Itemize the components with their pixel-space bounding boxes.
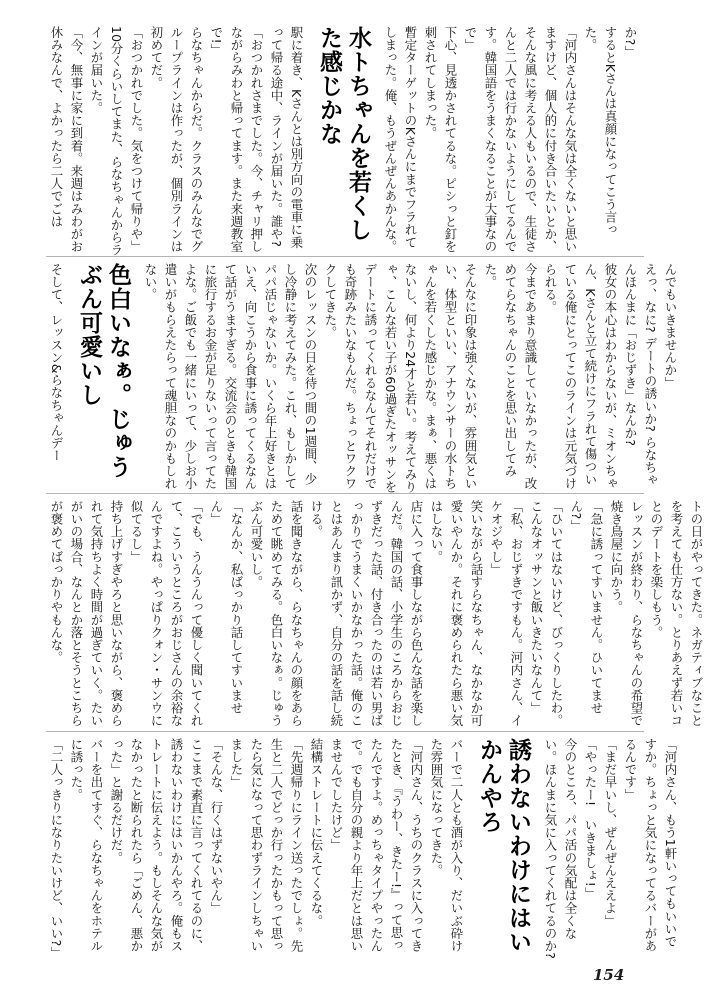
body-paragraph: んでもいきませんか」 xyxy=(663,263,678,389)
body-paragraph: 話を聞きながら、らなちゃんの顔をあらためて眺めてみる。色白いなぁ。じゅうぶん可愛いし。 xyxy=(249,500,304,727)
body-paragraph: 「私、おじずきですもん。河内さん、イケオジやし」 xyxy=(489,500,524,727)
section-heading: 水トちゃんを若くした感じかな xyxy=(316,26,371,242)
body-paragraph: 「河内さん、うちのクラスに入ってきたとき、『うわー、きたー!』って思ったんですよ。めっちゃタイプやったんで。でも自分の親より年上だとは思いませんでしたけど」 xyxy=(329,738,424,953)
body-paragraph: ここまで素直に言ってくれてるのに、誘わないわけにはいかんやろ。俺もストレートに伝えよう。もしそんな気がなかったと断られたら「ごめん、悪かった」と謝るだけだ。 xyxy=(109,738,204,953)
body-paragraph: 「急に誘ってすいません。ひいてません?」 xyxy=(569,500,604,715)
body-paragraph: 店に入って食事しながら色んな話を楽しんだ。韓国の話、小学生のころからおじずきだった話、付き合ったのは若い男ばっかりでうまくいかなかった話。俺のことはあんまり訊かず、自分の話を話し続ける。 xyxy=(309,500,424,727)
body-paragraph: らなちゃんからだ。クラスのみんなでグループラインは作ったが、個別ラインは初めてだ。 xyxy=(149,26,204,253)
body-paragraph: 「まだ早いし、ぜんぜんええよ」 xyxy=(603,738,618,927)
body-paragraph: そして、レッスン&らなちゃんデー xyxy=(49,263,64,462)
body-paragraph: バーで二人とも酒が入り、だいぶ砕けた雰囲気になってきた。 xyxy=(429,738,464,953)
body-paragraph: 「河内さんはそんな気は全くないと思いますけど、個人的に付き合いたいとか、そんな風に考える人もいるので、生徒さんと二人では行かないようにしてるんです。韓国語をうまくなることが大事なので」 xyxy=(463,26,578,253)
body-paragraph: 「先週帰りにライン送ったでしょ。先生と二人でどっか行ったかもって思ったら気になって思わずラインしちゃいました」 xyxy=(229,738,304,953)
body-paragraph: 笑いながら話すらなちゃん、なかなか可愛いやんか。それに褒められたら悪い気はしない。 xyxy=(429,500,484,727)
body-paragraph: 彼女の本心はわからないが、ミオンちゃん、Kさんと立て続けにフラれて傷ついている俺にとってこのラインは元気づけられる。 xyxy=(543,263,618,490)
body-paragraph: 「二人っきりになりたいけど、いい?」 xyxy=(49,738,64,959)
section-heading: 誘わないわけにはいかんやろ xyxy=(476,738,531,954)
text-tier-1 xyxy=(46,26,644,258)
body-paragraph: 結構ストレートに伝えてくるな。 xyxy=(309,738,324,927)
body-paragraph: か?」 xyxy=(623,26,638,58)
body-paragraph: 「やったー! いきましょ!」 xyxy=(583,738,598,900)
body-paragraph: バーを出てすぐ、らなちゃんをホテルに誘った。 xyxy=(69,738,104,953)
body-paragraph: 「今、無事に家に到着。来週はみわがお休みなんで、よかったら二人でごは xyxy=(49,26,84,253)
body-paragraph: 下心、見透かされてるな。ピシっと釘を刺されてしまった。 xyxy=(423,26,458,253)
body-paragraph: 暫定ターゲットのKさんにまでフラれてしまった。俺、もうぜんぜんあかんな。 xyxy=(383,26,418,253)
body-paragraph: 「でも、うんうんって優しく聞いてくれて、こういうところがおじさんの余裕なんですよね。やっぱりクォン・サンウに似てるし」 xyxy=(129,500,204,727)
body-paragraph: 駅に着き、Kさんとは別方向の電車に乗って帰る途中、ラインが届いた。誰や? xyxy=(269,26,304,249)
body-paragraph: えっ、なに? デートの誘いか? らなちゃんほんまに「おじずき」なんか? xyxy=(623,263,658,487)
body-paragraph: そんなに印象は強くないが、雰囲気といい、体型といい、アナウンサーの水トちゃんを若くした感じかな。まぁ、悪くはないし、何より24才と若い。考えてみりゃ、こんな若い子が60過ぎたオッサンをデートに誘ってくれるなんてそれだけでも奇跡みたいなもんだ。ちょっとワクワクしてきた。 xyxy=(323,263,478,494)
text-tier-2 xyxy=(46,263,678,495)
body-paragraph: 「そんな、行くはずないやん」 xyxy=(209,738,224,915)
body-paragraph: レッスンが終わり、らなちゃんの希望で焼き鳥屋に向かう。 xyxy=(609,500,644,727)
body-paragraph: 「河内さん、もう1軒いってもいいですか。ちょっと気になってるバーがあるんです」 xyxy=(623,738,678,953)
body-paragraph: 今まであまり意識していなかったが、改めてらなちゃんのことを思い出してみた。 xyxy=(483,263,538,490)
body-paragraph: 「おつかれさまでした。今、チャリ押しながらみわと帰ってます。また来週教室で!」 xyxy=(209,26,264,253)
body-paragraph: 10分くらいしてまた、らなちゃんからラインが届いた。 xyxy=(89,26,124,257)
section-heading: 色白いなぁ。じゅうぶん可愛いし xyxy=(76,263,131,479)
body-paragraph: 次のレッスンの日を待つ間の1週間、少し冷静に考えてみた。これ、もしかしてパパ活じゃないか。いくら年上好きとはいえ、向こうから食事に誘ってくるなんて話がうますぎる。交流会のときも韓国に旅行するお金が足りないって言ってたよな。ご飯でも一緒にいって、少しお小遣いがもらえたらって魂胆なのかもしれない。 xyxy=(143,263,318,490)
page-number: 154 xyxy=(593,966,625,984)
body-paragraph: 「ひいてはないけど、びっくりしたわ。こんなオッサンと飯いきたいなんて」 xyxy=(529,500,564,727)
body-paragraph: 「なんか、私ばっかり話してすいません」 xyxy=(209,500,244,715)
body-paragraph: トの日がやってきた。ネガティブなことを考えても仕方ない。とりあえず若いコとのデートを楽しもう。 xyxy=(649,500,704,727)
body-paragraph: 持ち上げすぎやろと思いながら、褒められて気持ちよく時間が過ぎていく。たいがいの場合、なんとか落とそうとこちらが褒めてばっかりやもんな。 xyxy=(49,500,124,727)
body-paragraph: 今のところ、パパ活の気配は全くない。ほんまに気に入ってくれてるのか? xyxy=(543,738,578,959)
text-tier-3 xyxy=(46,500,704,732)
body-paragraph: するとKさんは真顔になってこう言った。 xyxy=(583,26,618,236)
text-tier-4 xyxy=(46,738,678,960)
body-paragraph: 「おつかれでした。気をつけて帰りや」 xyxy=(129,26,144,253)
